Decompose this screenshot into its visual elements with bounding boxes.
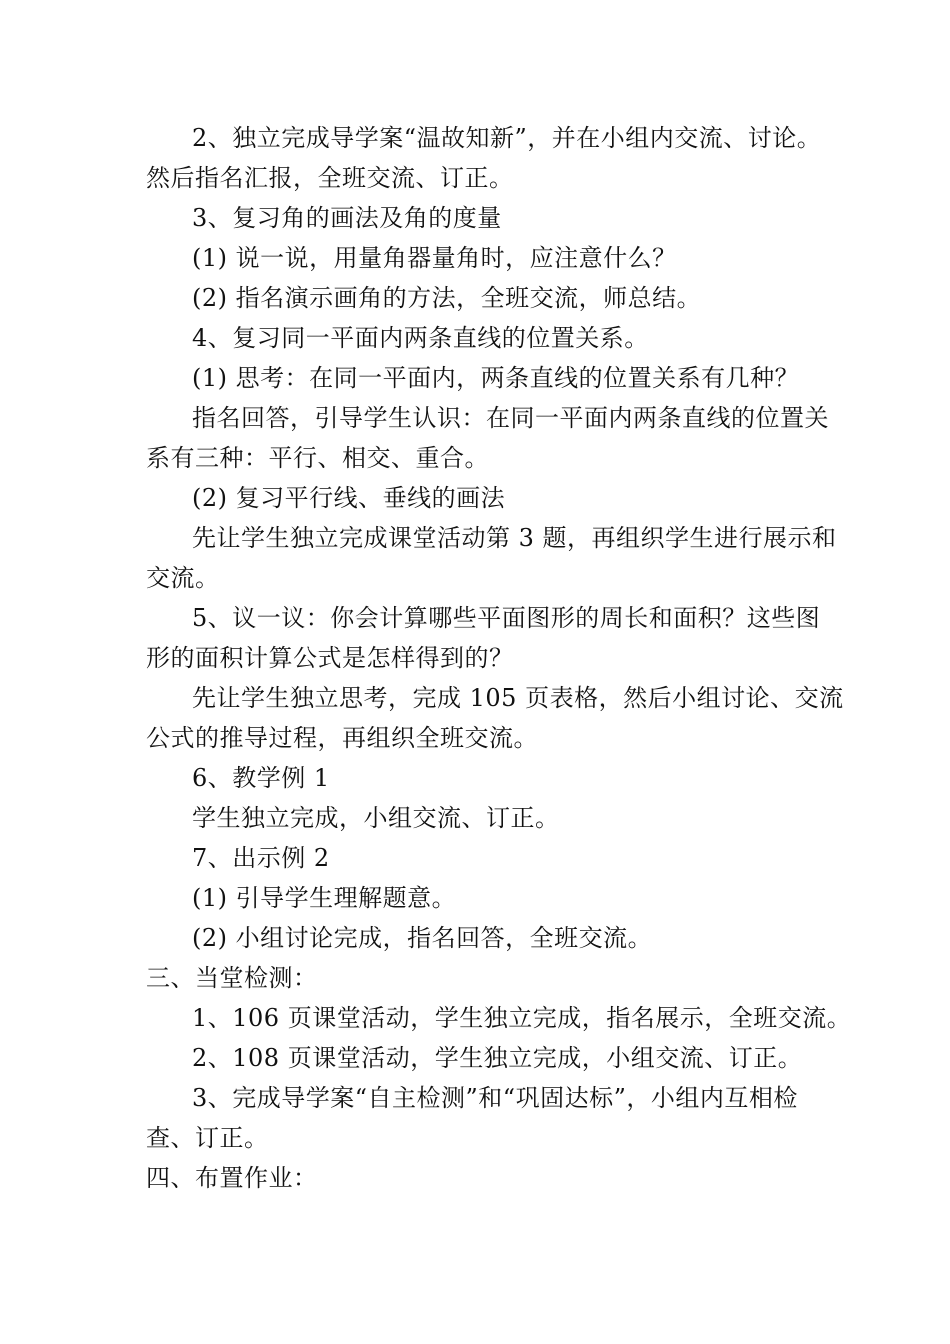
paragraph-line: 2、108 页课堂活动，学生独立完成，小组交流、订正。 [192, 1044, 803, 1072]
paragraph-line: 系有三种：平行、相交、重合。 [146, 444, 489, 472]
paragraph-line: 先让学生独立完成课堂活动第 3 题，再组织学生进行展示和 [192, 524, 837, 552]
paragraph-line: 交流。 [146, 564, 220, 592]
paragraph-line: 2、独立完成导学案“温故知新”，并在小组内交流、讨论。 [192, 124, 822, 152]
section-heading: 4、复习同一平面内两条直线的位置关系。 [192, 324, 649, 352]
paragraph-line: 公式的推导过程，再组织全班交流。 [146, 724, 538, 752]
chapter-heading: 四、布置作业： [146, 1164, 318, 1192]
paragraph-line: 查、订正。 [146, 1124, 269, 1152]
paragraph-line: (1) 说一说，用量角器量角时，应注意什么？ [192, 244, 677, 272]
paragraph-line: 先让学生独立思考，完成 105 页表格，然后小组讨论、交流 [192, 684, 844, 712]
paragraph-line: (2) 复习平行线、垂线的画法 [192, 484, 506, 512]
paragraph-line: 然后指名汇报，全班交流、订正。 [146, 164, 514, 192]
section-heading: 5、议一议：你会计算哪些平面图形的周长和面积？这些图 [192, 604, 821, 632]
paragraph-line: (2) 小组讨论完成，指名回答，全班交流。 [192, 924, 653, 952]
paragraph-line: 形的面积计算公式是怎样得到的？ [146, 644, 514, 672]
section-heading: 6、教学例 1 [192, 764, 330, 792]
paragraph-line: 1、106 页课堂活动，学生独立完成，指名展示，全班交流。 [192, 1004, 852, 1032]
paragraph-line: 3、完成导学案“自主检测”和“巩固达标”，小组内互相检 [192, 1084, 798, 1112]
paragraph-line: (2) 指名演示画角的方法，全班交流，师总结。 [192, 284, 702, 312]
paragraph-line: (1) 引导学生理解题意。 [192, 884, 457, 912]
section-heading: 3、复习角的画法及角的度量 [192, 204, 502, 232]
paragraph-line: 指名回答，引导学生认识：在同一平面内两条直线的位置关 [192, 404, 829, 432]
chapter-heading: 三、当堂检测： [146, 964, 318, 992]
paragraph-line: 学生独立完成，小组交流、订正。 [192, 804, 560, 832]
paragraph-line: (1) 思考：在同一平面内，两条直线的位置关系有几种？ [192, 364, 800, 392]
section-heading: 7、出示例 2 [192, 844, 330, 872]
